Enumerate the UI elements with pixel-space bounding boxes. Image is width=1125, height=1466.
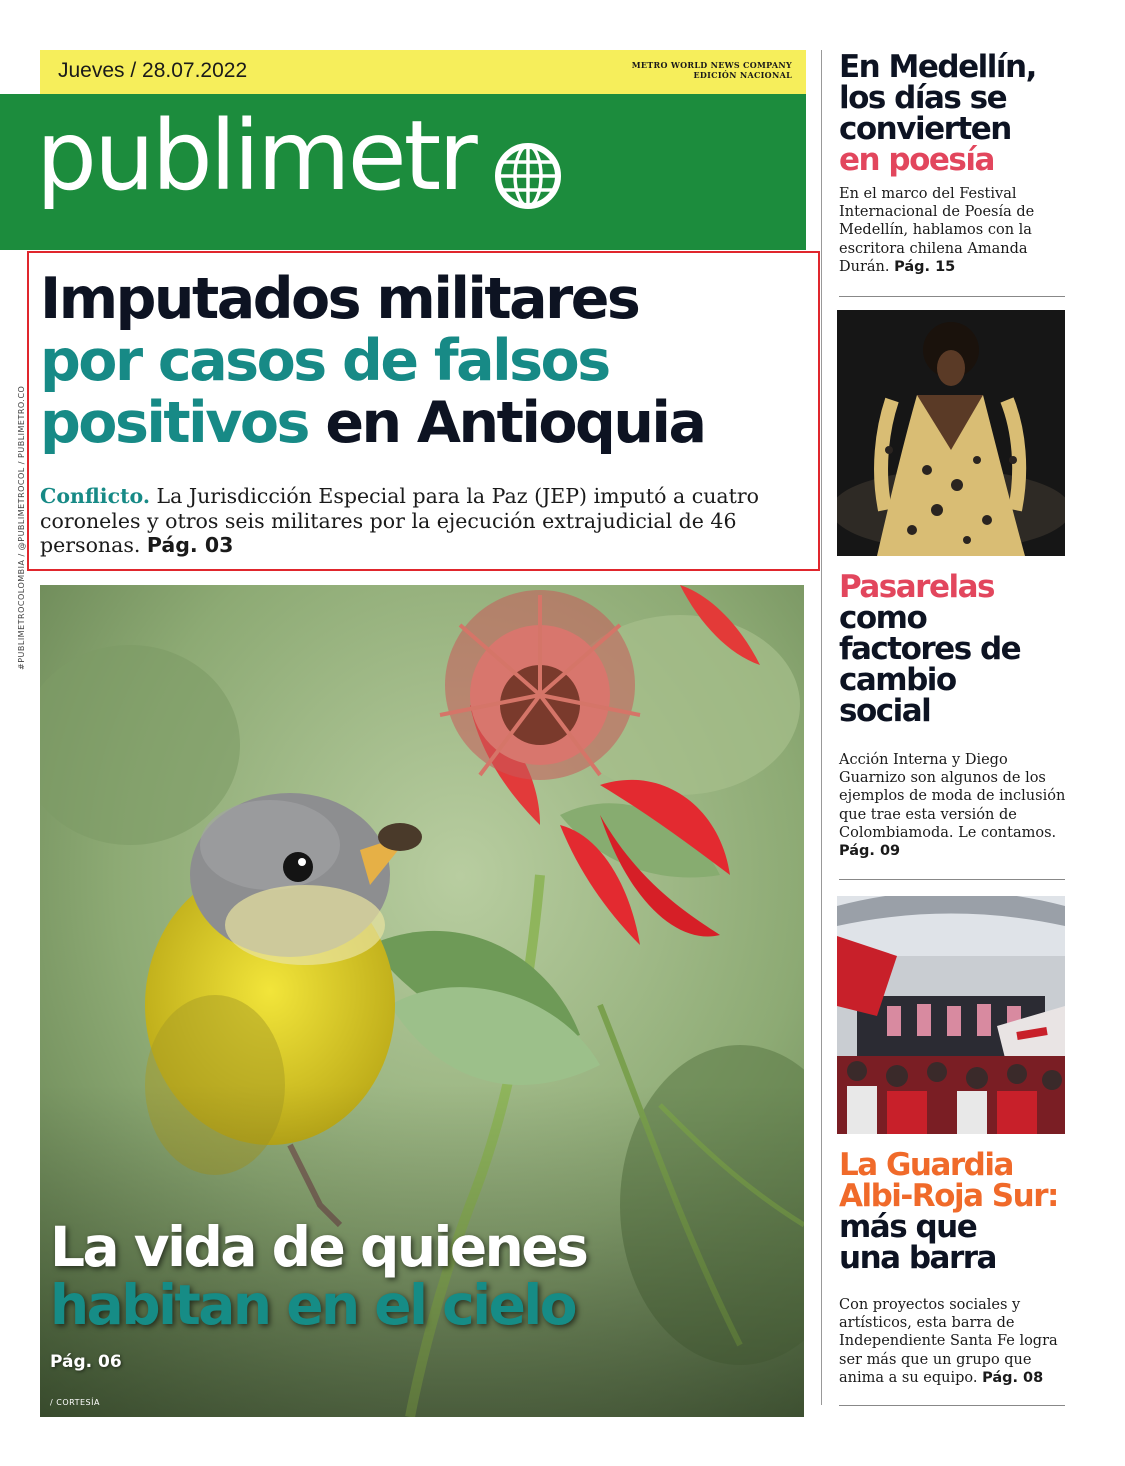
side-story-1-page-ref[interactable]: Pág. 15 (894, 258, 956, 275)
company-name: METRO WORLD NEWS COMPANY (631, 60, 792, 70)
side-story-2-body (839, 751, 1067, 860)
column-divider (821, 50, 822, 1405)
date-bar (40, 50, 806, 94)
side-story-3-text: Con proyectos sociales y artísticos, esta barra de Independiente Santa Fe logra ser más que un grupo que anima a su equipo. (839, 1297, 1058, 1386)
lead-headline[interactable] (40, 268, 810, 454)
issue-date: Jueves / 28.07.2022 (58, 59, 248, 82)
runway-model-illustration (837, 310, 1065, 556)
side-story-2-head-accent: Pasarelas (839, 569, 994, 605)
photo-title-line-2: habitan en el cielo (50, 1273, 576, 1337)
side-story-1-head-accent: en poesía (839, 142, 994, 178)
side-story-1-head-dark: En Medellín, los días se convierten (839, 49, 1036, 147)
side-story-1-headline[interactable] (839, 49, 1059, 178)
headline-teal: por casos de falsos positivos (40, 328, 609, 456)
photo-credit: / CORTESÍA (50, 1398, 100, 1407)
photo-story-title[interactable] (50, 1215, 587, 1337)
photo-story-page-ref[interactable]: Pág. 06 (50, 1352, 122, 1372)
headline-end: en Antioquia (307, 390, 705, 456)
side-story-3-headline[interactable] (839, 1147, 1065, 1276)
lead-page-ref[interactable]: Pág. 03 (146, 533, 234, 557)
side-story-2-text: Acción Interna y Diego Guarnizo son algunos de los ejemplos de moda de inclusión que trae esta versión de Colombiamoda. Le contamos. (839, 752, 1066, 841)
social-handles: #PUBLIMETROCOLOMBIA / @PUBLIMETROCOL / PUBLIMETRO.CO (17, 385, 26, 670)
logo[interactable]: publimetr (36, 100, 475, 212)
side-story-1-body (839, 185, 1067, 276)
side-divider-2 (839, 879, 1065, 880)
fan-barra-illustration (837, 896, 1065, 1134)
side-divider-3 (839, 1405, 1065, 1406)
lead-deck (40, 484, 810, 558)
runway-model-photo[interactable] (837, 310, 1065, 556)
side-story-3-page-ref[interactable]: Pág. 08 (982, 1369, 1044, 1386)
side-story-2-head-dark: como factores de cambio social (839, 600, 1021, 729)
company-credit (632, 60, 792, 80)
photo-title-line-1: La vida de quienes (50, 1215, 587, 1279)
side-story-3-head-accent: La Guardia Albi-Roja Sur: (839, 1147, 1058, 1214)
side-story-3-head-dark: más que una barra (839, 1209, 996, 1276)
lead-kicker: Conflicto. (40, 484, 150, 508)
fan-barra-photo[interactable] (837, 896, 1065, 1134)
side-story-3-body (839, 1296, 1067, 1387)
edition-name: EDICIÓN NACIONAL (693, 70, 792, 80)
globe-icon (494, 142, 562, 210)
headline-line-1: Imputados militares (40, 266, 639, 332)
side-divider-1 (839, 296, 1065, 297)
side-story-2-page-ref[interactable]: Pág. 09 (839, 843, 901, 860)
lead-body: La Jurisdicción Especial para la Paz (JEP) imputó a cuatro coroneles y otros seis militares por la ejecución extrajudicial de 46 personas. (40, 484, 760, 557)
side-story-1-text: En el marco del Festival Internacional de Poesía de Medellín, hablamos con la escritora chilena Amanda Durán. (839, 186, 1035, 275)
side-story-2-headline[interactable] (839, 569, 1059, 729)
